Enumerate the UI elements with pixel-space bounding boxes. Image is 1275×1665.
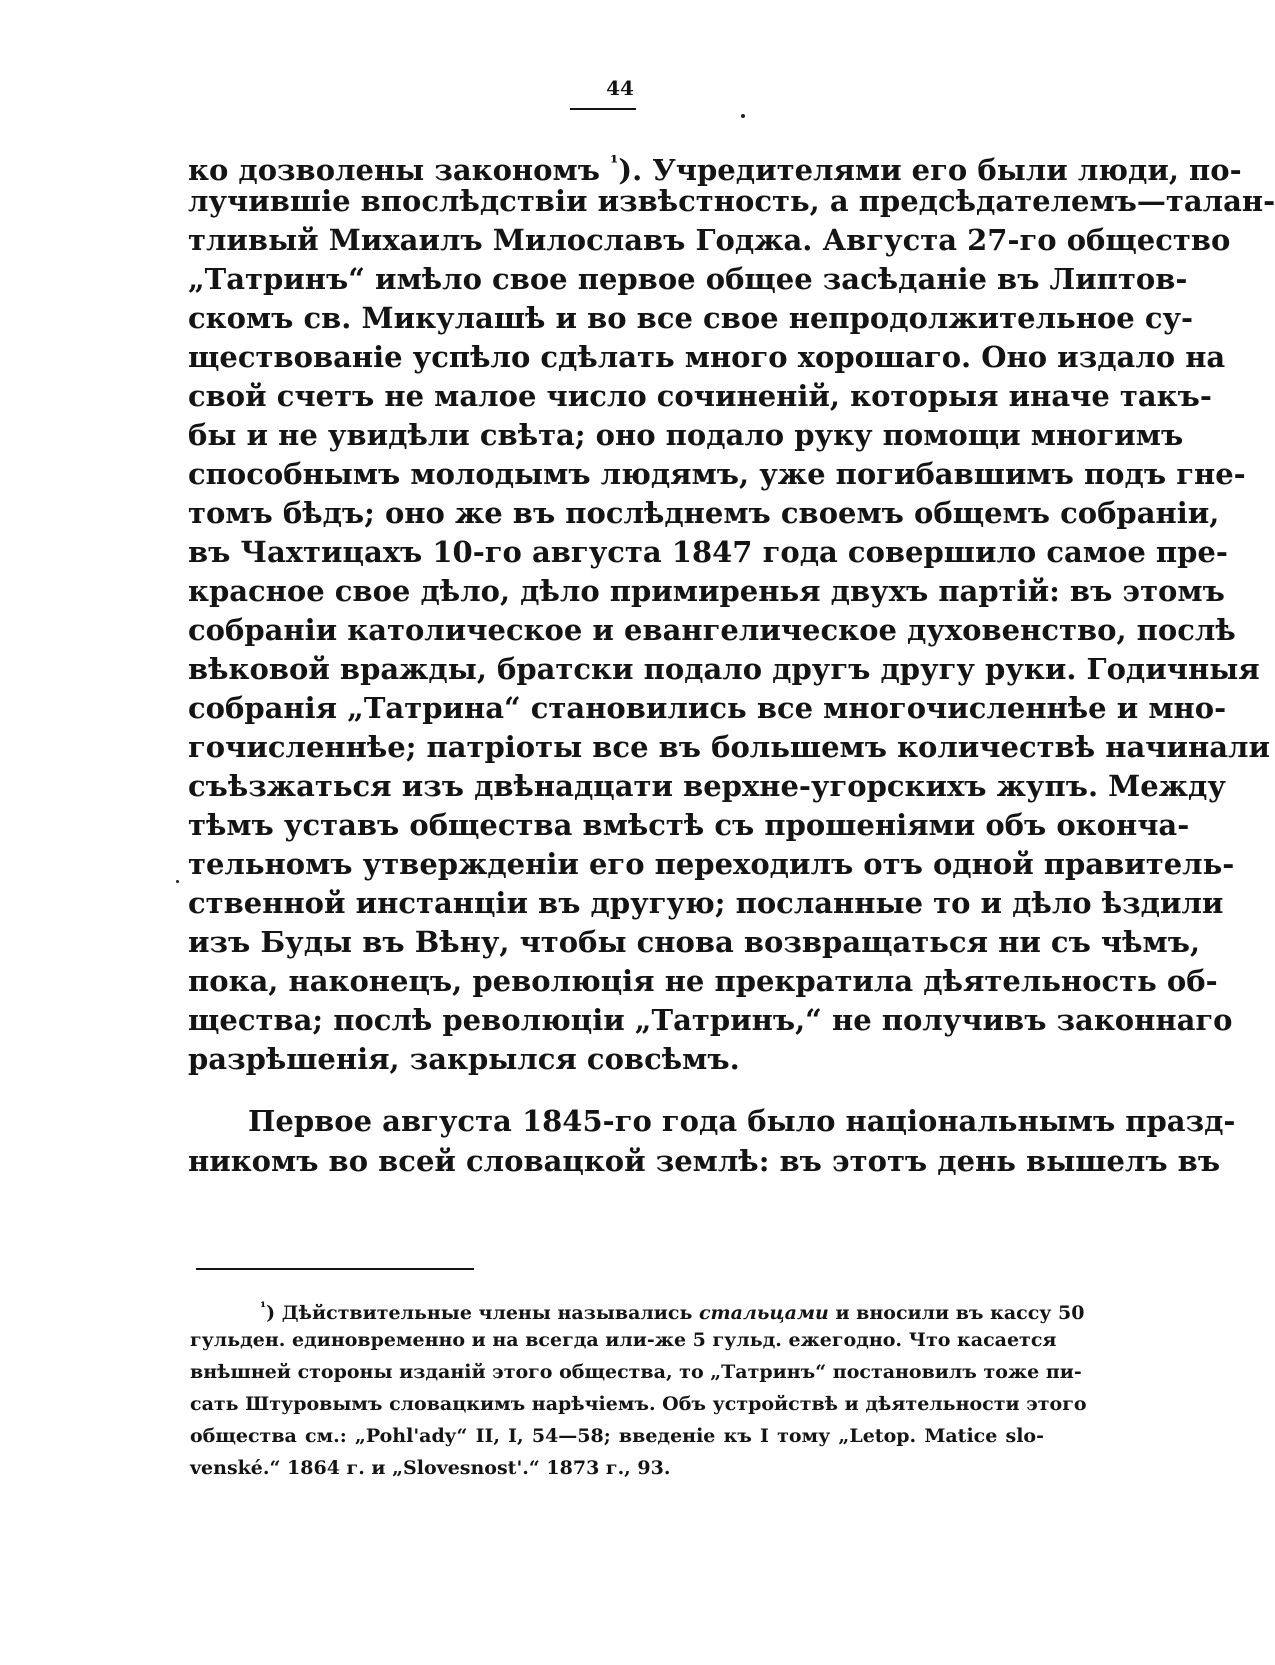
text-line: скомъ св. Микулашѣ и во все свое непродолжительное су- (188, 301, 1194, 335)
footnote-line (260, 1292, 1085, 1324)
text-line: гочисленнѣе; патріоты все въ большемъ количествѣ начинали (188, 730, 1270, 764)
footnote-segment: и вносили въ кассу 50 (828, 1302, 1085, 1324)
text-line: собраніи католическое и евангелическое духовенство, послѣ (188, 613, 1236, 647)
text-line: способнымъ молодымъ людямъ, уже погибавшимъ подъ гне- (188, 457, 1246, 491)
text-line: тельномъ утвержденіи его переходилъ отъ одной правитель- (188, 847, 1235, 881)
footnote-line: сать Штуровымъ словацкимъ нарѣчіемъ. Объ устройствѣ и дѣятельности этого (190, 1393, 1087, 1415)
text-segment: ко дозволены закономъ (188, 153, 611, 187)
text-segment: ). Учредителями его были люди, по- (618, 153, 1242, 187)
page-number: 44 (606, 76, 634, 100)
footnote-marker: ¹ (260, 1300, 267, 1316)
text-line: свой счетъ не малое число сочиненій, которыя иначе такъ- (188, 379, 1212, 413)
ink-speck (176, 880, 179, 883)
footnote-reference: ¹ (610, 152, 619, 174)
footnote-separator (196, 1268, 474, 1270)
text-line: „Татринъ“ имѣло свое первое общее засѣданіе въ Липтов- (188, 262, 1188, 296)
text-line: съѣзжаться изъ двѣнадцати верхне-угорскихъ жупъ. Между (188, 769, 1226, 803)
footnote-emphasis: стальцами (698, 1302, 829, 1324)
text-line: бы и не увидѣли свѣта; оно подало руку помощи многимъ (188, 418, 1184, 452)
ink-speck (741, 114, 745, 118)
footnote-line: venské.“ 1864 г. и „Slovesnost'.“ 1873 г., 93. (190, 1457, 671, 1479)
footnote-line: гульден. единовременно и на всегда или-же 5 гульд. ежегодно. Что касается (190, 1329, 1057, 1351)
footnote-line: общества см.: „Pohl'ady“ II, I, 54—58; введеніе къ I тому „Letop. Matice slo- (190, 1425, 1044, 1447)
text-line: щества; послѣ революціи „Татринъ,“ не получивъ законнаго (188, 1003, 1233, 1037)
text-line: томъ бѣдъ; оно же въ послѣднемъ своемъ общемъ собраніи, (188, 496, 1220, 530)
text-line: тливый Михаилъ Милославъ Годжа. Августа 27-го общество (188, 223, 1231, 257)
page-number-rule (570, 108, 636, 110)
text-line: Первое августа 1845-го года было національнымъ празд- (248, 1104, 1236, 1138)
text-line: ществованіе успѣло сдѣлать много хорошаго. Оно издало на (188, 340, 1226, 374)
text-line: собранія „Татрина“ становились все многочисленнѣе и мно- (188, 691, 1227, 725)
text-line: разрѣшенія, закрылся совсѣмъ. (188, 1042, 740, 1076)
footnote-segment: ) Дѣйствительные члены назывались (266, 1302, 699, 1324)
text-line: пока, наконецъ, революція не прекратила дѣятельность об- (188, 964, 1218, 998)
text-line: никомъ во всей словацкой землѣ: въ этотъ день вышелъ въ (188, 1144, 1221, 1178)
text-line: тѣмъ уставъ общества вмѣстѣ съ прошеніями объ оконча- (188, 808, 1190, 842)
text-line: вѣковой вражды, братски подало другъ другу руки. Годичныя (188, 652, 1260, 686)
footnote-line: внѣшней стороны изданій этого общества, то „Татринъ“ постановилъ тоже пи- (190, 1361, 1082, 1383)
text-line: въ Чахтицахъ 10-го августа 1847 года совершило самое пре- (188, 535, 1228, 569)
text-line: красное свое дѣло, дѣло примиренья двухъ партій: въ этомъ (188, 574, 1225, 608)
text-line (188, 143, 1242, 187)
text-line: ственной инстанціи въ другую; посланные то и дѣло ѣздили (188, 886, 1224, 920)
text-line: изъ Буды въ Вѣну, чтобы снова возвращаться ни съ чѣмъ, (188, 925, 1201, 959)
text-line: лучившіе впослѣдствіи извѣстность, а предсѣдателемъ—талан- (188, 184, 1275, 218)
